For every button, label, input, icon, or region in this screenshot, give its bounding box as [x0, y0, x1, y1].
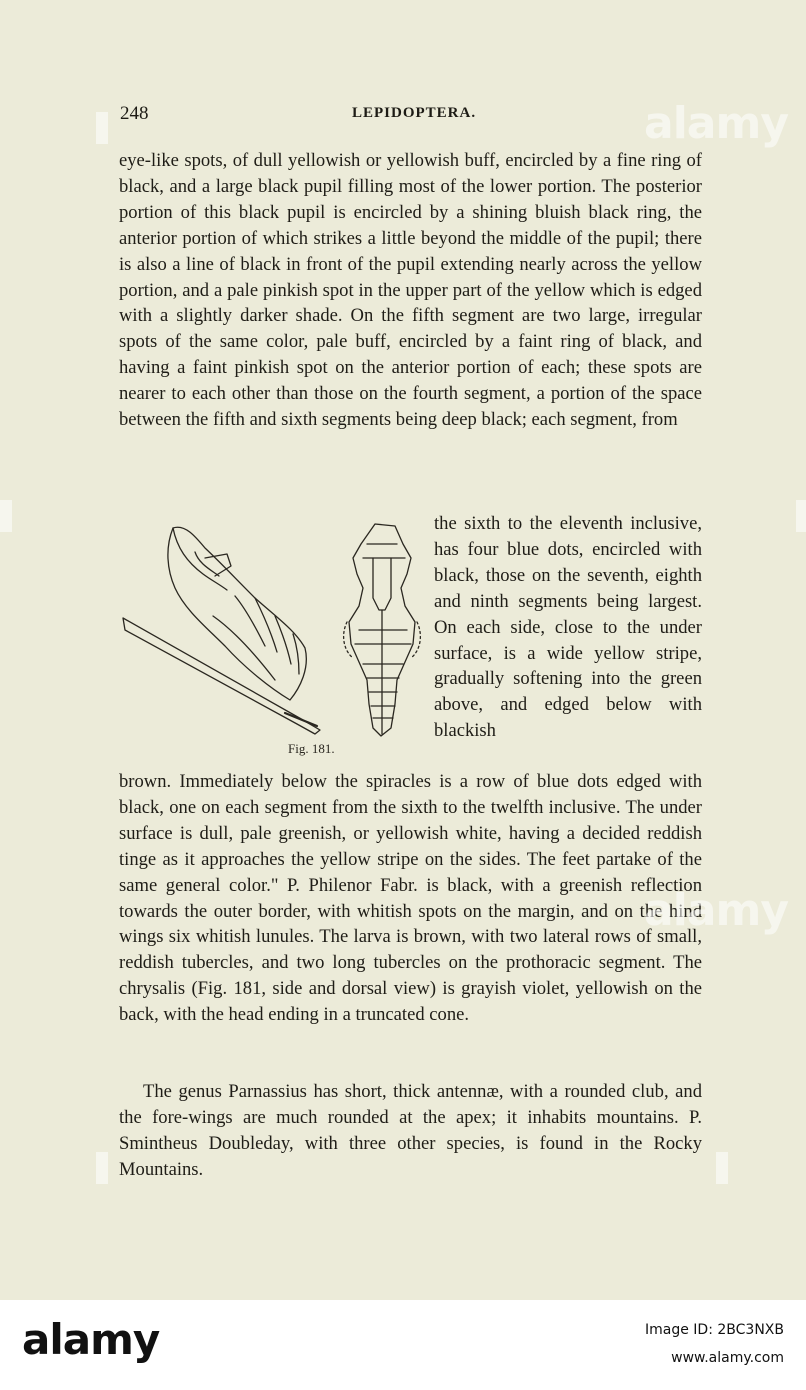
watermark-middle-right: alamy	[644, 885, 788, 936]
footer-url: www.alamy.com	[671, 1350, 784, 1366]
figure-caption: Fig. 181.	[288, 741, 335, 756]
chrysalis-drawing	[115, 518, 425, 766]
paragraph-4: The genus Parnassius has short, thick antennæ, with a rounded club, and the fore-wings are much rounded at the apex; it inhabits mountains. P. Smintheus Doubleday, with three other species, is found in the Rocky Mountains.	[119, 1081, 702, 1180]
twig-outline	[123, 618, 320, 734]
running-head: LEPIDOPTERA.	[352, 105, 477, 121]
alamy-logo: alamy	[22, 1315, 160, 1364]
watermark-mark	[716, 1152, 728, 1184]
chrysalis-side-body	[168, 527, 306, 700]
figure-chrysalis-illustration	[115, 518, 425, 766]
watermark-mark	[96, 1152, 108, 1184]
watermark-mark	[0, 500, 12, 532]
paragraph-1: eye-like spots, of dull yellowish or yellowish buff, encircled by a fine ring of black, and a large black pupil filling most of the lower portion. The posterior portion of this black pupil is encircled by a shining bluish black ring, the anterior portion of which strikes a little beyond the middle of the pupil; there is also a line of black in front of the pupil extending nearly across the yellow portion, and a pale pinkish spot in the upper part of the yellow which is edged with a slightly darker shade. On the fifth segment are two large, irregular spots of the same color, pale buff, encircled by a faint ring of black, and having a faint pinkish spot on the anterior portion of each; these spots are nearer to each other than those on the fourth segment, a portion of the space between the fifth and sixth segments being deep black; each segment, from	[119, 150, 702, 431]
page-header	[120, 103, 710, 129]
watermark-mark	[796, 500, 806, 532]
paragraph-2-wrap: the sixth to the eleventh inclusive, has four blue dots, encircled with black, those on the seventh, eighth and ninth segments being largest. On each side, close to the under surface, is a wide yellow stripe, gradually softening into the green above, and edged below with blackish	[434, 513, 702, 742]
watermark-top-right: alamy	[644, 98, 788, 149]
watermark-mark	[96, 112, 108, 144]
image-id-label: Image ID: 2BC3NXB	[645, 1322, 784, 1338]
paragraph-3: brown. Immediately below the spiracles is a row of blue dots edged with black, one on each segment from the sixth to the twelfth inclusive. The under surface is dull, pale greenish, or yellowish white, having a decided reddish tinge as it approaches the yellow stripe on the sides. The feet partake of the same general color." P. Philenor Fabr. is black, with a greenish reflection towards the outer border, with whitish spots on the margin, and on the hind wings six whitish lunules. The larva is brown, with two lateral rows of small, reddish tubercles, and two long tubercles on the prothoracic segment. The chrysalis (Fig. 181, side and dorsal view) is grayish violet, yellowish on the back, with the head ending in a truncated cone.	[119, 771, 702, 1026]
page-number: 248	[120, 103, 149, 124]
